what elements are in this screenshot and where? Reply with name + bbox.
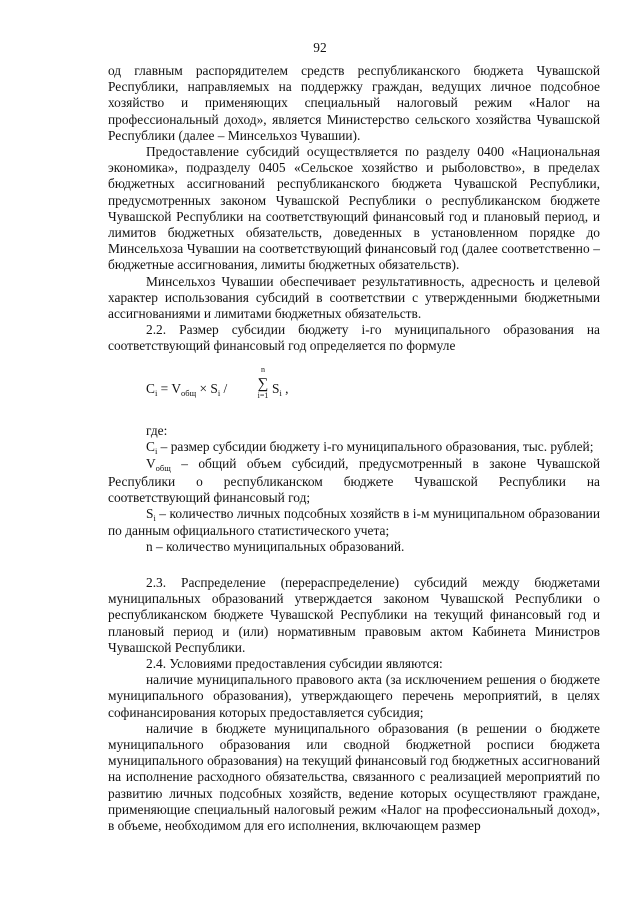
page-number: 92 (313, 40, 327, 55)
definition-c: $C_i$ – размер субсидии бюджету i-го муниципального образования, тыс. рублей; (146, 439, 594, 457)
paragraph-2-3: 2.3. Распределение (перераспределение) субсидий между бюджетами муниципальных образований утверждается законом Чувашской Республики о республиканском бюджете Чувашской Республики на текущий финансовый год и плановый период и (или) нормативным правовым актом Кабинета Министров Чувашской Республики. (108, 575, 600, 655)
condition-legal-act: наличие муниципального правового акта (за исключением решения о бюджете муниципального образования), утверждающего перечень мероприятий, в целях софинансирования которых предоставляется субсидия; (108, 672, 600, 720)
sum-upper-limit: n (261, 365, 265, 374)
where-label: где: (146, 423, 168, 438)
subsidy-formula (146, 367, 446, 407)
formula-right: $S_i$ , (272, 381, 289, 398)
paragraph-intro: од главным распорядителем средств республиканского бюджета Чувашской Республики, направляемых на поддержку граждан, ведущих личное подсобное хозяйство и применяющих специальный налоговый режим «Налог на профессиональный доход», является Министерство сельского хозяйства Чувашской Республики (далее – Минсельхоз Чувашии). (108, 63, 600, 143)
paragraph-2-2: 2.2. Размер субсидии бюджету i-го муниципального образования на соответствующий финансовый год определяется по формуле (108, 322, 600, 354)
sum-lower-limit: i=1 (257, 391, 269, 400)
definition-n: n – количество муниципальных образований. (146, 539, 405, 555)
condition-budget: наличие в бюджете муниципального образования (в решении о бюджете муниципального образования или сводной бюджетной росписи бюджета муниципального образования) на текущий финансовый год бюджетных ассигнований на исполнение расходного обязательства, связанного с реализацией мероприятий по развитию личных подсобных хозяйств, ведение которых осуществляют граждане, применяющие специальный налоговый режим «Налог на профессиональный доход», в объеме, необходимом для его исполнения, включающем размер (108, 720, 600, 834)
definition-v: $V_{общ}$ – общий объем субсидий, предусмотренный в законе Чувашской Республики о республиканском бюджете Чувашской Республики на соответствующий финансовый год; (108, 456, 600, 505)
definition-s: $S_i$ – количество личных подсобных хозяйств в i-м муниципальном образовании по данным официального статистического учета; (108, 506, 600, 539)
paragraph-funding: Предоставление субсидий осуществляется по разделу 0400 «Национальная экономика», подразделу 0405 «Сельское хозяйство и рыболовство», в пределах бюджетных ассигнований республиканского бюджета Чувашской Республики, предусмотренных законом Чувашской Республики о республиканском бюджете Чувашской Республики на соответствующий финансовый год и плановый период, и лимитов бюджетных обязательств, доведенных в установленном порядке до Минсельхоза Чувашии на соответствующий финансовый год (далее соответственно – бюджетные ассигнования, лимиты бюджетных обязательств). (108, 144, 600, 273)
formula-left: $C_i = V_{общ} \times S_i$ / (146, 381, 228, 398)
paragraph-effectiveness: Минсельхоз Чувашии обеспечивает результативность, адресность и целевой характер использования субсидий в соответствии с утвержденными бюджетными ассигнованиями и лимитами бюджетных обязательств. (108, 273, 600, 322)
paragraph-2-4: 2.4. Условиями предоставления субсидии являются: (146, 656, 443, 672)
sum-symbol: ∑ (257, 376, 269, 392)
definitions-block (108, 423, 600, 556)
text-block-bottom (108, 575, 600, 834)
text-block-top (108, 63, 600, 355)
